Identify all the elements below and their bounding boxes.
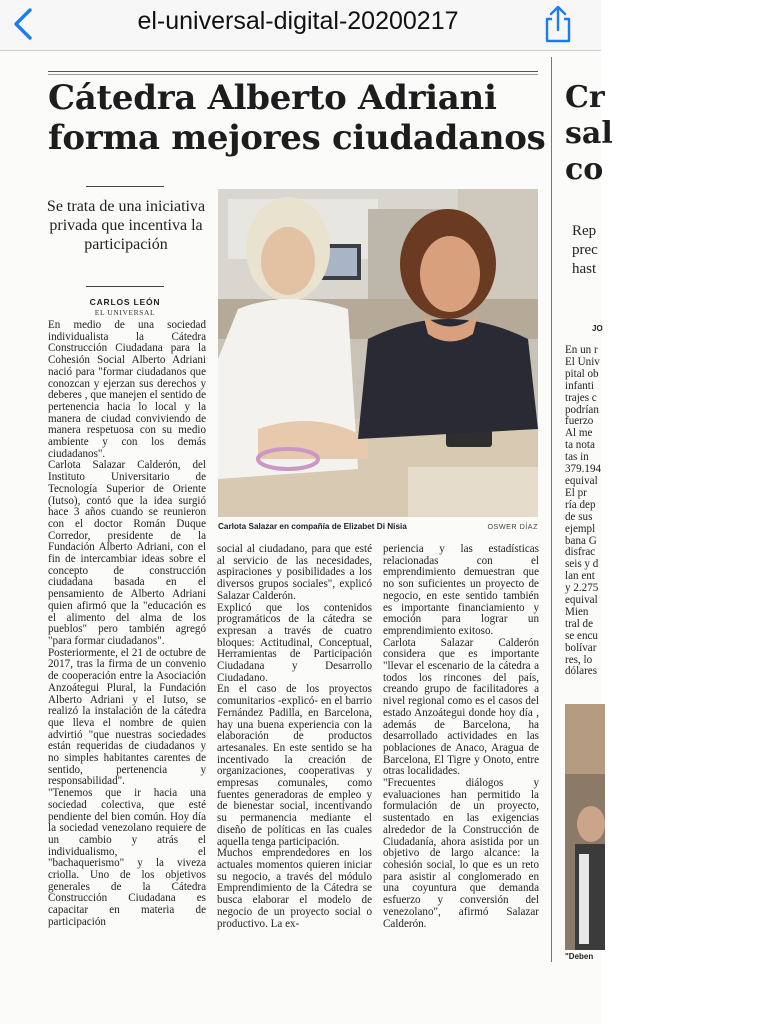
top-rule xyxy=(48,71,538,72)
neighbor-deck: Rep prec hast xyxy=(572,223,598,277)
neighbor-body: En un r El Univ pital ob infanti trajes c podrían fuerzo Al me ta nota tas in 379.194 equival El pr ría dep de sus ejempl bana G disfrac seis y d lan ent y 2.275 equival Mien tral de se encu bolívar res, lo dólares xyxy=(565,344,602,678)
photo-illustration xyxy=(218,189,538,517)
photo-credit: OSWER DÍAZ xyxy=(487,522,538,531)
article-deck: Se trata de una iniciativa privada que incentiva la participación xyxy=(46,198,206,253)
article-column-2: social al ciudadano, para que esté al servicio de las necesidades, aspiraciones y posibilidades a los diversos grupos sociales", explicó Salazar Calderón. Explicó que los contenidos programáticos de la cátedra se expresan a través de cuatro bloques: Actitudinal, Conceptual, Herramientas de Participación Ciudadana y Desarrollo Ciudadano. En el caso de los proyectos comunitarios -explicó- en el barrio Fernández Padilla, en Barcelona, hay una buena experiencia con la elaboración de productos artesanales. En este sentido se ha incentivado la creación de organizaciones, cooperativas y empresas comunales, como fuentes generadoras de empleo y de bienestar social, incentivando su permanencia mediante el diseño de políticas en las cuales aquella tenga participación. Muchos emprendedores en los actuales momentos quieren iniciar su negocio, a través del módulo Emprendimiento de la Cátedra se busca elaborar el modelo de negocio de un proyecto social o productivo. La ex- xyxy=(217,543,372,930)
newspaper-page[interactable] xyxy=(0,52,613,1024)
article-column-1: En medio de una sociedad individualista la Cátedra Construcción Ciudadana para la Cohesión Social Alberto Adriani nació para "formar ciudadanos que conozcan y ejerzan sus derechos y deberes , que manejen el sentido de pertenencia hacia lo local y la manera de ciudad conviviendo de manera respetuosa con su medio ambiente y con los demás ciudadanos". Carlota Salazar Calderón, del Instituto Universitario de Tecnología Superior de Oriente (Iutso), contó que la idea surgió hace 3 años cuando se reunieron con el doctor Román Duque Corredor, presidente de la Fundación Alberto Adriani, con el fin de intercambiar ideas sobre el concepto de construcción ciudadana basada en el pensamiento de Alberto Adriani quien afirmó que la "educación es el alimento del alma de los pueblos" pero también agregó "para formar ciudadanos". Posteriormente, el 21 de octubre de 2017, tras la firma de un convenio de cooperación entre la Asociación Anzoátegui Plural, la Fundación Alberto Adriani y el Iutso, se realizó la instalación de la cátedra que lleva el nombre de quien advirtió "que nuestras sociedades están requeridas de ciudadanos y no simples habitantes carentes de sentido, pertenencia y responsabilidad". "Tenemos que ir hacia una sociedad colectiva, que esté pendiente del bien común. Hoy día la sociedad venezolano requiere de un cambio y atrás el individualismo, el "bachaquerismo" y la viveza criolla. Uno de los objetivos generales de la Cátedra Construcción Ciudadana es capacitar en materia de participación xyxy=(48,319,206,928)
top-bar xyxy=(0,0,601,51)
neighbor-headline: Cr sal co xyxy=(565,80,613,187)
neighbor-photo-illustration xyxy=(565,704,605,950)
article-headline: Cátedra Alberto Adriani forma mejores ciudadanos xyxy=(48,78,546,158)
photo-caption: Carlota Salazar en compañía de Elizabet Di Nisia xyxy=(218,522,407,531)
document-title: el-universal-digital-20200217 xyxy=(137,7,459,35)
neighbor-byline: JO xyxy=(592,324,603,333)
neighbor-photo xyxy=(565,704,605,950)
article-photo xyxy=(218,189,538,517)
chevron-left-icon xyxy=(8,6,40,42)
article-column-3: periencia y las estadísticas relacionadas con el emprendimiento demuestran que no son suficientes un proyecto de negocio, en este sentido también es importante financiamiento y emoción para lograr un emprendimiento exitoso. Carlota Salazar Calderón considera que es importante "llevar el escenario de la cátedra a todos los rincones del país, creando grupo de facilitadores a nivel regional como es el casos del estado Anzoátegui donde hoy día , además de Barcelona, ha desarrollado actividades en las poblaciones de Anaco, Aragua de Barcelona, El Tigre y Onoto, entre otras localidades. "Frecuentes diálogos y evaluaciones han permitido la formulación de un proyecto, sustentado en las exigencias alrededor de la Construcción de Ciudadanía, ahora asistida por un objetivo de largo alcance: la cohesión social, lo que es un reto para asistir al conglomerado en una coyuntura que demanda esfuerzo y conversión del venezolano", afirmó Salazar Calderón. xyxy=(383,543,539,930)
share-button[interactable] xyxy=(538,4,578,44)
deck-rule-top xyxy=(86,186,164,187)
neighbor-photo-caption: "Deben xyxy=(565,952,594,961)
column-divider xyxy=(551,57,552,962)
article-byline: CARLOS LEÓN xyxy=(89,297,161,307)
deck-rule-bottom xyxy=(86,286,164,287)
back-button[interactable] xyxy=(8,6,40,42)
top-rule-secondary xyxy=(48,74,538,75)
share-icon xyxy=(538,4,578,44)
byline-source: EL UNIVERSAL xyxy=(94,308,156,317)
